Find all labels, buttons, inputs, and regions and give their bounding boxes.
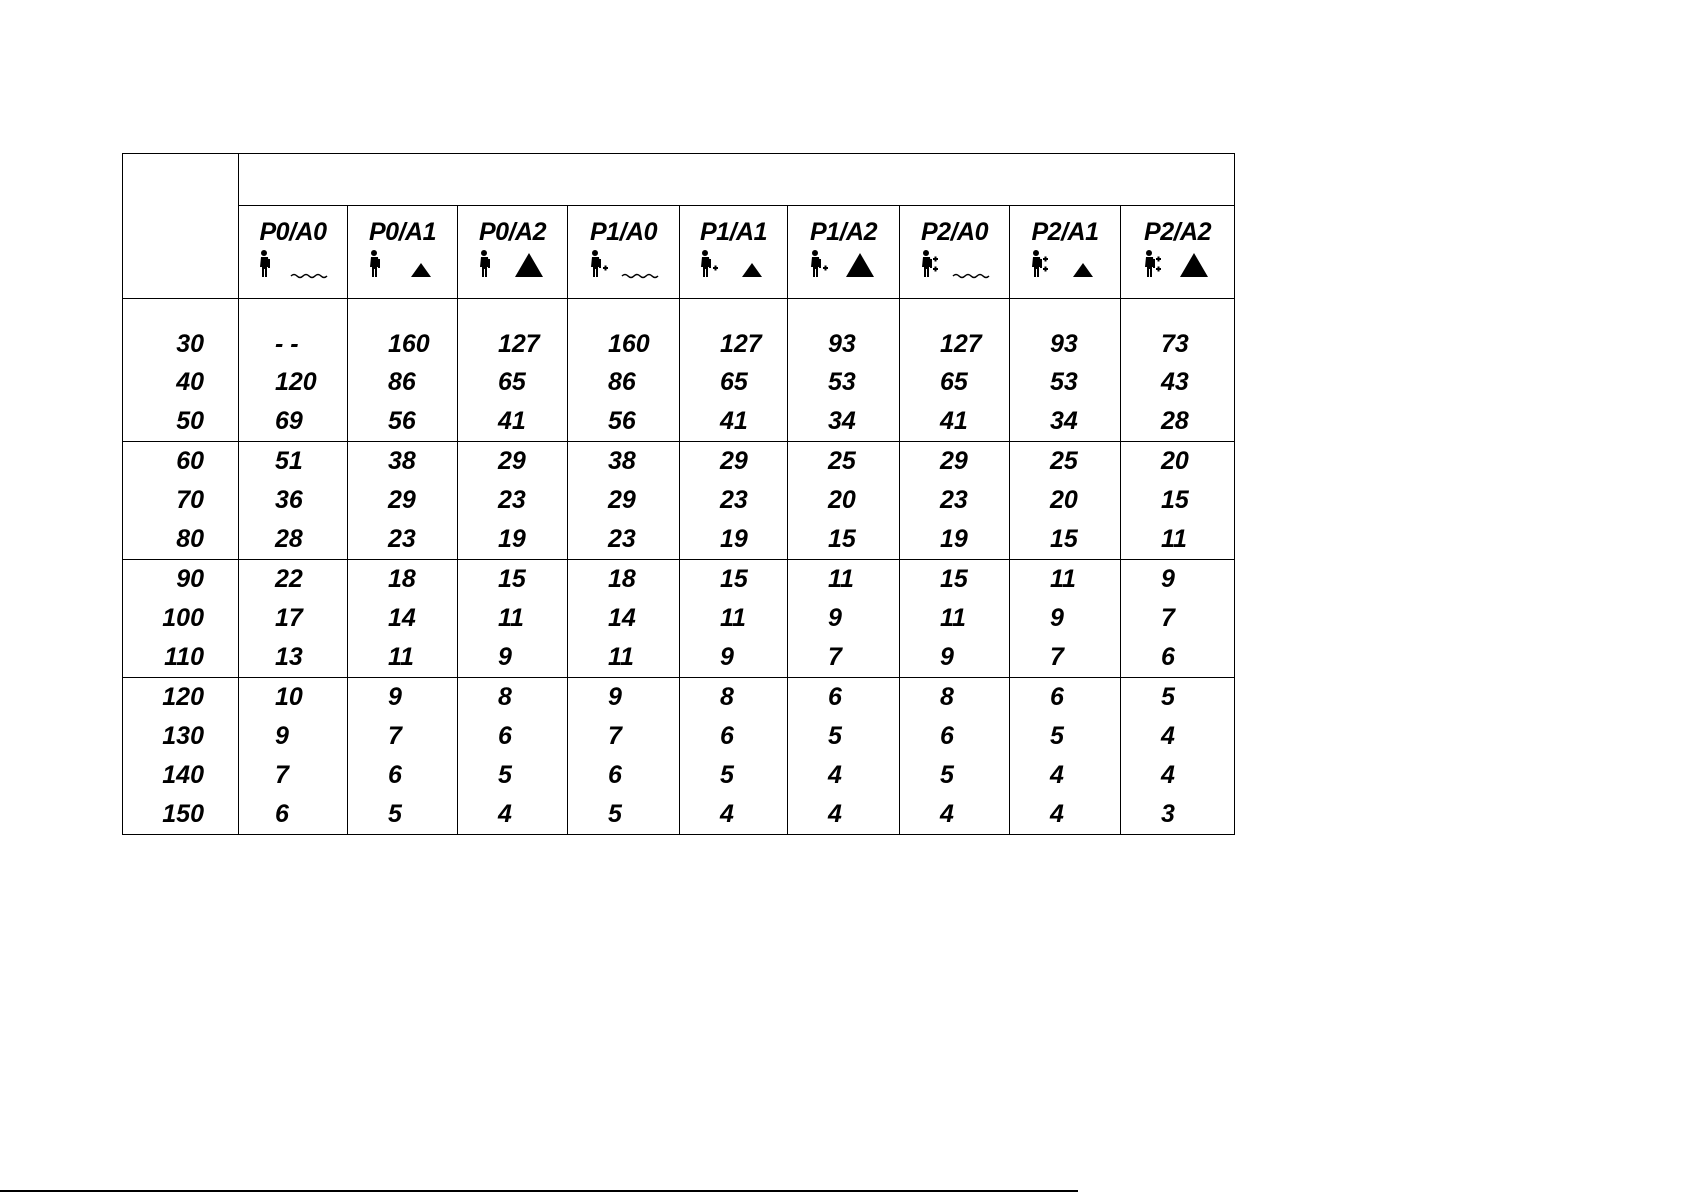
column-header-9 [1121, 206, 1235, 299]
row-label: 110 [123, 638, 239, 678]
table-cell: 5 [680, 756, 788, 795]
table-cell: 36 [239, 481, 348, 520]
table-cell: 6 [458, 717, 568, 756]
row-label: 50 [123, 402, 239, 442]
table-cell: 8 [680, 678, 788, 718]
table-cell: 9 [1121, 560, 1235, 600]
table-row [123, 638, 1235, 678]
table-cell: 18 [568, 560, 680, 600]
column-header-2 [348, 206, 458, 299]
column-header-label: P2/A0 [921, 218, 988, 246]
table-row [123, 717, 1235, 756]
table-cell: 25 [1010, 442, 1121, 482]
table-cell: 86 [568, 363, 680, 402]
row-label: 120 [123, 678, 239, 718]
column-header-icon-group [348, 249, 457, 283]
column-header-icon-group [1010, 249, 1120, 283]
table-cell: 4 [1010, 795, 1121, 835]
table-cell: 53 [1010, 363, 1121, 402]
column-header-label: P1/A1 [700, 218, 767, 246]
column-header-icon-group [239, 249, 347, 283]
table-cell: 11 [458, 599, 568, 638]
row-label: 40 [123, 363, 239, 402]
table-cell: 19 [900, 520, 1010, 560]
table-cell: 53 [788, 363, 900, 402]
table-cell: 15 [900, 560, 1010, 600]
table-cell: 9 [458, 638, 568, 678]
table-cell: 41 [900, 402, 1010, 442]
corner-header-cell [123, 154, 239, 299]
table-cell: 38 [348, 442, 458, 482]
row-label: 60 [123, 442, 239, 482]
table-cell: 5 [900, 756, 1010, 795]
table-cell: 23 [900, 481, 1010, 520]
table-cell: 20 [788, 481, 900, 520]
table-cell: 160 [568, 299, 680, 364]
table-cell: 9 [348, 678, 458, 718]
table-cell: 43 [1121, 363, 1235, 402]
table-cell: 29 [348, 481, 458, 520]
table-cell: 65 [900, 363, 1010, 402]
table-cell: 11 [900, 599, 1010, 638]
column-header-3 [458, 206, 568, 299]
page-bottom-rule [0, 1190, 1078, 1192]
table-cell: 23 [348, 520, 458, 560]
column-header-5 [680, 206, 788, 299]
column-header-label: P1/A0 [590, 218, 657, 246]
person-plus-large-mountain-icon [808, 249, 880, 279]
table-row [123, 520, 1235, 560]
table-cell: 28 [239, 520, 348, 560]
table-cell: 34 [1010, 402, 1121, 442]
table-cell: 15 [788, 520, 900, 560]
table-cell: 34 [788, 402, 900, 442]
table-cell: 6 [1121, 638, 1235, 678]
table-cell: 41 [458, 402, 568, 442]
table-cell: 5 [1010, 717, 1121, 756]
table-cell: 4 [1010, 756, 1121, 795]
table-cell: 4 [1121, 717, 1235, 756]
table-cell: 4 [900, 795, 1010, 835]
table-cell: 11 [1121, 520, 1235, 560]
person-plus-small-mountain-icon [698, 249, 770, 279]
table-cell: 38 [568, 442, 680, 482]
table-cell: 86 [348, 363, 458, 402]
table-row [123, 442, 1235, 482]
table-cell: 9 [900, 638, 1010, 678]
table-cell: 6 [680, 717, 788, 756]
table-cell: 11 [788, 560, 900, 600]
table-cell: 29 [900, 442, 1010, 482]
table-cell: 8 [900, 678, 1010, 718]
table-cell: 4 [680, 795, 788, 835]
table-cell: 120 [239, 363, 348, 402]
table-cell: 5 [788, 717, 900, 756]
table-row [123, 756, 1235, 795]
table-cell: 93 [788, 299, 900, 364]
table-cell: 3 [1121, 795, 1235, 835]
table-cell: 7 [1121, 599, 1235, 638]
table-cell: 29 [568, 481, 680, 520]
table-cell: 127 [900, 299, 1010, 364]
row-label: 80 [123, 520, 239, 560]
table-cell: 7 [1010, 638, 1121, 678]
table-cell: 23 [680, 481, 788, 520]
table-cell: 6 [348, 756, 458, 795]
table-cell: 14 [568, 599, 680, 638]
data-table [122, 153, 1235, 835]
table-row [123, 481, 1235, 520]
column-header-label: P0/A0 [259, 218, 327, 246]
column-header-label: P2/A1 [1031, 218, 1099, 246]
column-header-label: P1/A2 [810, 218, 877, 246]
column-header-label: P0/A1 [369, 218, 436, 246]
table-cell: 127 [680, 299, 788, 364]
table-cell: 6 [900, 717, 1010, 756]
table-cell: 15 [1010, 520, 1121, 560]
column-header-8 [1010, 206, 1121, 299]
table-cell: 56 [348, 402, 458, 442]
table-cell: 29 [680, 442, 788, 482]
table-cell: 13 [239, 638, 348, 678]
table-cell: 28 [1121, 402, 1235, 442]
table-cell: 127 [458, 299, 568, 364]
table-cell: 6 [1010, 678, 1121, 718]
table-cell: 65 [458, 363, 568, 402]
column-header-label: P2/A2 [1144, 218, 1211, 246]
table-cell: 19 [680, 520, 788, 560]
table-cell: 7 [348, 717, 458, 756]
table-cell: 9 [1010, 599, 1121, 638]
table-cell: 20 [1121, 442, 1235, 482]
table-cell: 9 [788, 599, 900, 638]
column-header-icon-group [458, 249, 567, 283]
header-group-cell [239, 154, 1235, 206]
table-row [123, 678, 1235, 718]
table-cell: 8 [458, 678, 568, 718]
table-row [123, 299, 1235, 364]
column-header-icon-group [1121, 249, 1234, 283]
person-double-small-mountain-icon [1029, 249, 1101, 279]
table-cell: 9 [239, 717, 348, 756]
table-cell: 4 [788, 756, 900, 795]
column-header-6 [788, 206, 900, 299]
table-cell: 9 [568, 678, 680, 718]
table-cell: 5 [1121, 678, 1235, 718]
table-cell: 15 [680, 560, 788, 600]
row-label: 150 [123, 795, 239, 835]
table-cell: 19 [458, 520, 568, 560]
table-cell: 6 [568, 756, 680, 795]
column-header-icon-group [568, 249, 679, 283]
table-cell: 5 [458, 756, 568, 795]
table-cell: 11 [568, 638, 680, 678]
table-cell: 22 [239, 560, 348, 600]
table-cell: 23 [568, 520, 680, 560]
row-label: 70 [123, 481, 239, 520]
table-cell: 11 [680, 599, 788, 638]
column-header-label: P0/A2 [479, 218, 546, 246]
row-label: 30 [123, 299, 239, 364]
row-label: 130 [123, 717, 239, 756]
table-cell: 160 [348, 299, 458, 364]
table-cell: 29 [458, 442, 568, 482]
row-label: 100 [123, 599, 239, 638]
person-plus-water-icon [588, 249, 660, 279]
table-cell: 4 [458, 795, 568, 835]
table-cell: 14 [348, 599, 458, 638]
table-cell: 69 [239, 402, 348, 442]
person-double-water-icon [919, 249, 991, 279]
table-cell: 6 [239, 795, 348, 835]
table-cell: 4 [1121, 756, 1235, 795]
column-header-icon-group [680, 249, 787, 283]
table-cell: 6 [788, 678, 900, 718]
column-header-4 [568, 206, 680, 299]
table-row [123, 599, 1235, 638]
table-cell: 73 [1121, 299, 1235, 364]
table-cell: 4 [788, 795, 900, 835]
table-cell: 11 [348, 638, 458, 678]
person-small-mountain-icon [367, 249, 439, 279]
table-cell: 41 [680, 402, 788, 442]
table-cell: 5 [348, 795, 458, 835]
column-header-icon-group [788, 249, 899, 283]
column-header-7 [900, 206, 1010, 299]
table-cell: 20 [1010, 481, 1121, 520]
table-row [123, 363, 1235, 402]
data-table-container [122, 153, 1234, 835]
table-cell: 23 [458, 481, 568, 520]
table-cell: 15 [1121, 481, 1235, 520]
table-cell: - - [239, 299, 348, 364]
table-cell: 51 [239, 442, 348, 482]
person-double-large-mountain-icon [1142, 249, 1214, 279]
table-cell: 9 [680, 638, 788, 678]
row-label: 140 [123, 756, 239, 795]
table-cell: 10 [239, 678, 348, 718]
column-header-1 [239, 206, 348, 299]
table-cell: 15 [458, 560, 568, 600]
table-cell: 7 [568, 717, 680, 756]
row-label: 90 [123, 560, 239, 600]
table-cell: 65 [680, 363, 788, 402]
column-header-icon-group [900, 249, 1009, 283]
person-large-mountain-icon [477, 249, 549, 279]
table-cell: 7 [788, 638, 900, 678]
table-cell: 17 [239, 599, 348, 638]
table-cell: 5 [568, 795, 680, 835]
table-row [123, 795, 1235, 835]
table-cell: 11 [1010, 560, 1121, 600]
table-cell: 18 [348, 560, 458, 600]
table-row [123, 560, 1235, 600]
table-cell: 93 [1010, 299, 1121, 364]
person-water-icon [257, 249, 329, 279]
table-cell: 7 [239, 756, 348, 795]
table-cell: 25 [788, 442, 900, 482]
table-row [123, 402, 1235, 442]
table-cell: 56 [568, 402, 680, 442]
